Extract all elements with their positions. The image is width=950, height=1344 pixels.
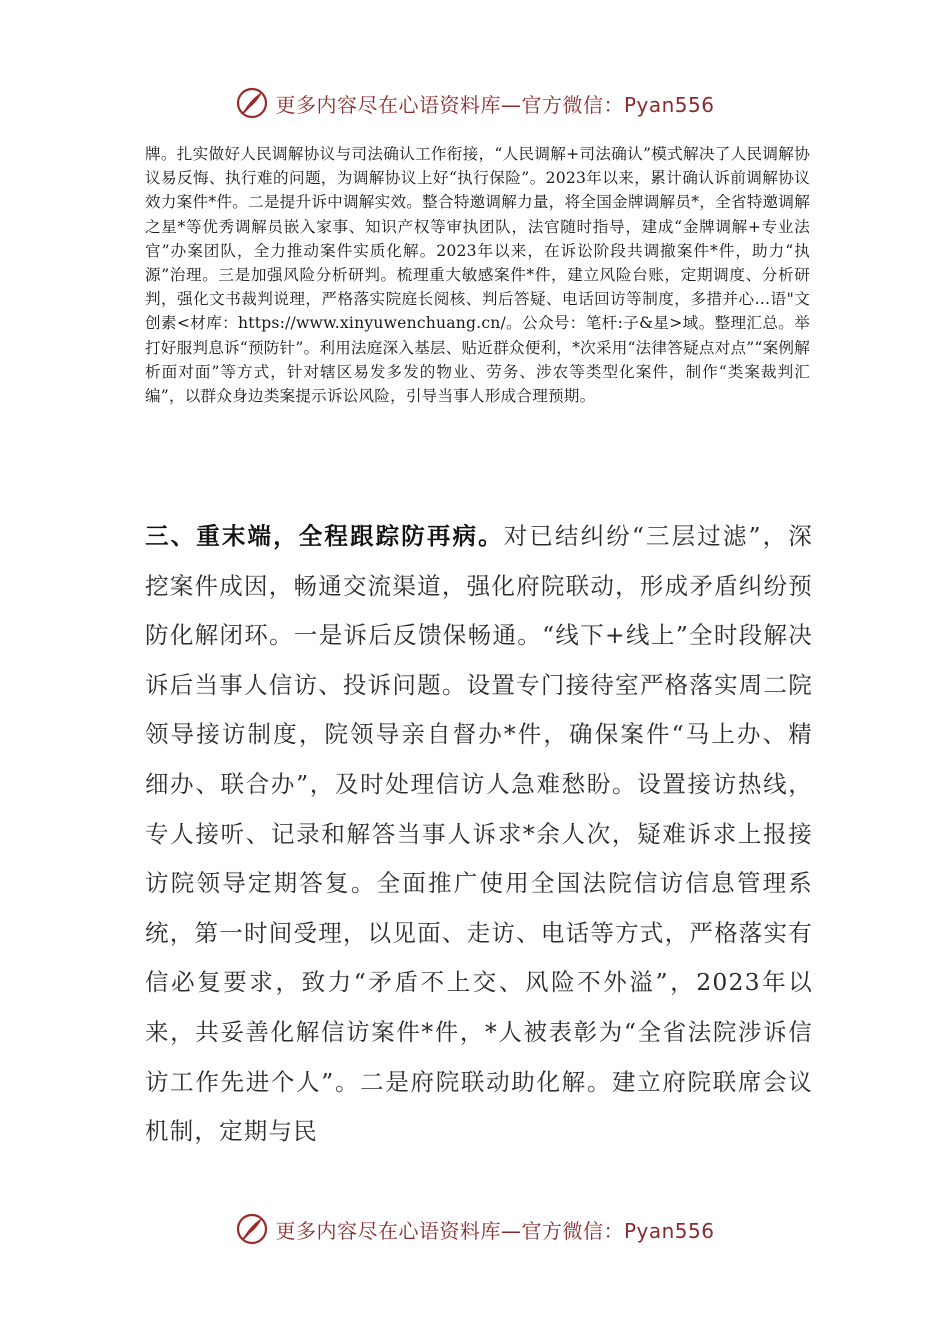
watermark-text: 更多内容尽在心语资料库—官方微信：Pyan556 bbox=[275, 92, 715, 117]
quill-pen-logo-icon bbox=[235, 1212, 269, 1246]
section-heading: 三、重末端，全程跟踪防再病。 bbox=[145, 522, 504, 550]
paragraph-large bbox=[145, 512, 813, 1157]
header-watermark bbox=[0, 86, 950, 120]
footer-watermark bbox=[0, 1212, 950, 1246]
paragraph-small: 牌。扎实做好人民调解协议与司法确认工作衔接，“人民调解+司法确认”模式解决了人民调解协议易反悔、执行难的问题，为调解协议上好“执行保险”。2023年以来，累计确认诉前调解协议效力案件*件。二是提升诉中调解实效。整合特邀调解力量，将全国金牌调解员*，全省特邀调解之星*等优秀调解员嵌入家事、知识产权等审执团队，法官随时指导，建成“金牌调解+专业法官”办案团队，全力推动案件实质化解。2023年以来，在诉讼阶段共调撤案件*件，助力“执源”治理。三是加强风险分析研判。梳理重大敏感案件*件，建立风险台账，定期调度、分析研判，强化文书裁判说理，严格落实院庭长阅核、判后答疑、电话回访等制度，多措并心…语"文创素<材库：https://www.xinyuwenchuang.cn/。公众号：笔杆:子&星>域。整理汇总。举打好服判息诉“预防针”。利用法庭深入基层、贴近群众便利，*次采用“法律答疑点对点”“案例解析面对面”等方式，针对辖区易发多发的物业、劳务、涉农等类型化案件，制作“类案裁判汇编”，以群众身边类案提示诉讼风险，引导当事人形成合理预期。 bbox=[145, 145, 810, 406]
section-body: 对已结纠纷“三层过滤”，深挖案件成因，畅通交流渠道，强化府院联动，形成矛盾纠纷预防化解闭环。一是诉后反馈保畅通。“线下+线上”全时段解决诉后当事人信访、投诉问题。设置专门接待室严格落实周二院领导接访制度，院领导亲自督办*件，确保案件“马上办、精细办、联合办”，及时处理信访人急难愁盼。设置接访热线，专人接听、记录和解答当事人诉求*余人次，疑难诉求上报接访院领导定期答复。全面推广使用全国法院信访信息管理系统，第一时间受理，以见面、走访、电话等方式，严格落实有信必复要求，致力“矛盾不上交、风险不外溢”，2023年以来，共妥善化解信访案件*件，*人被表彰为“全省法院涉诉信访工作先进个人”。二是府院联动助化解。建立府院联席会议机制，定期与民 bbox=[145, 522, 813, 1146]
watermark-text: 更多内容尽在心语资料库—官方微信：Pyan556 bbox=[275, 1218, 715, 1243]
large-text-section bbox=[145, 512, 813, 1157]
small-text-section bbox=[145, 142, 810, 408]
quill-pen-logo-icon bbox=[235, 86, 269, 120]
